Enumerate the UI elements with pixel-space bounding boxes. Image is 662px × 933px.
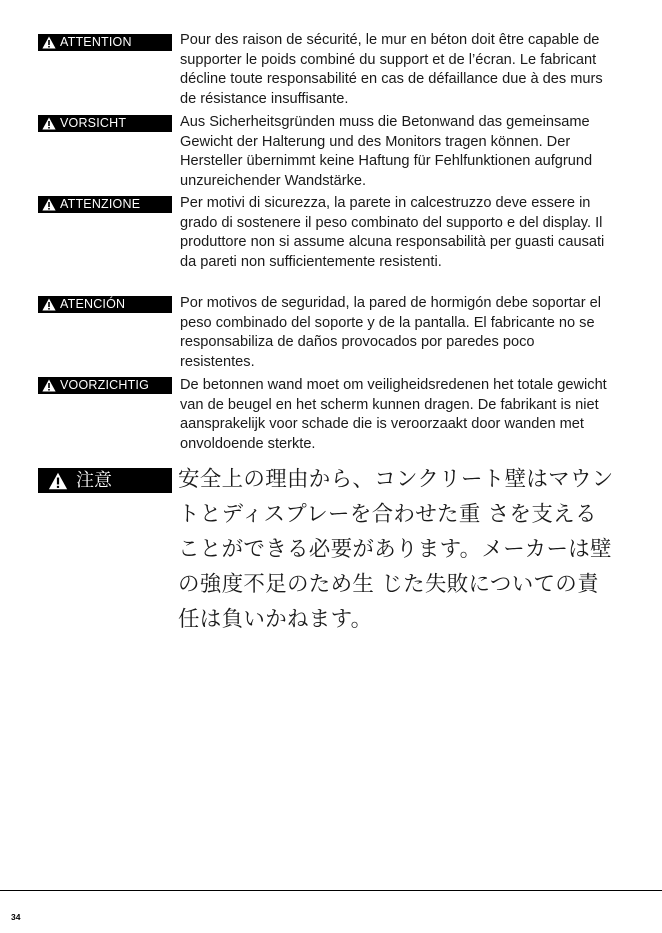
badge-label: VORSICHT [60, 116, 127, 131]
warning-text-italian: Per motivi di sicurezza, la parete in calcestruzzo deve essere in grado di sostenere il peso combinato del supporto e del display. Il produttore non si assume alcuna responsabilità per guasti causati da pareti non sufficientemente resistenti. [180, 195, 605, 270]
badge-label: ATENCIÓN [60, 297, 126, 312]
warning-triangle-icon [48, 472, 68, 490]
attenzione-badge [38, 196, 172, 213]
vorsicht-badge [38, 115, 172, 132]
warning-text-spanish: Por motivos de seguridad, la pared de hormigón debe soportar el peso combinado del soporte y de la pantalla. El fabricante no se responsabiliza de daños provocados por paredes poco resistentes. [180, 295, 602, 370]
badge-label: ATTENZIONE [60, 197, 141, 212]
warning-triangle-icon [42, 379, 56, 392]
warning-triangle-icon [42, 198, 56, 211]
warning-text-dutch: De betonnen wand moet om veiligheidsredenen het totale gewicht van de beugel en het scherm kunnen dragen. De fabrikant is niet aansprakelijk voor schade die is veroorzaakt door wanden met onvoldoende sterkte. [180, 377, 607, 452]
warning-text-japanese: 安全上の理由から、コンクリート壁はマウントとディスプレーを合わせた重 さを支えることができる必要があります。メーカーは壁の強度不足のため生 じた失敗についての責任は負いかねます。 [178, 467, 614, 632]
warning-triangle-icon [42, 298, 56, 311]
warning-triangle-icon [42, 36, 56, 49]
atencion-badge [38, 296, 172, 313]
badge-label: 注意 [76, 469, 112, 491]
attention-badge [38, 34, 172, 51]
warning-text-german: Aus Sicherheitsgründen muss die Betonwand das gemeinsame Gewicht der Halterung und des Monitors tragen können. Der Hersteller übernimmt keine Haftung für Fehlfunktionen aufgrund unzureichender Wandstärke. [180, 114, 593, 189]
page-number: 34 [11, 912, 21, 922]
warning-text-french: Pour des raison de sécurité, le mur en béton doit être capable de supporter le poids combiné du support et de l’écran. Le fabricant décline toute responsabilité en cas de défaillance due à des murs de résistance insuffisante. [180, 32, 603, 107]
badge-label: VOORZICHTIG [60, 378, 150, 393]
footer-rule [0, 890, 662, 891]
voorzichtig-badge [38, 377, 172, 394]
badge-label: ATTENTION [60, 35, 132, 50]
warning-triangle-icon [42, 117, 56, 130]
chui-badge [38, 468, 172, 493]
